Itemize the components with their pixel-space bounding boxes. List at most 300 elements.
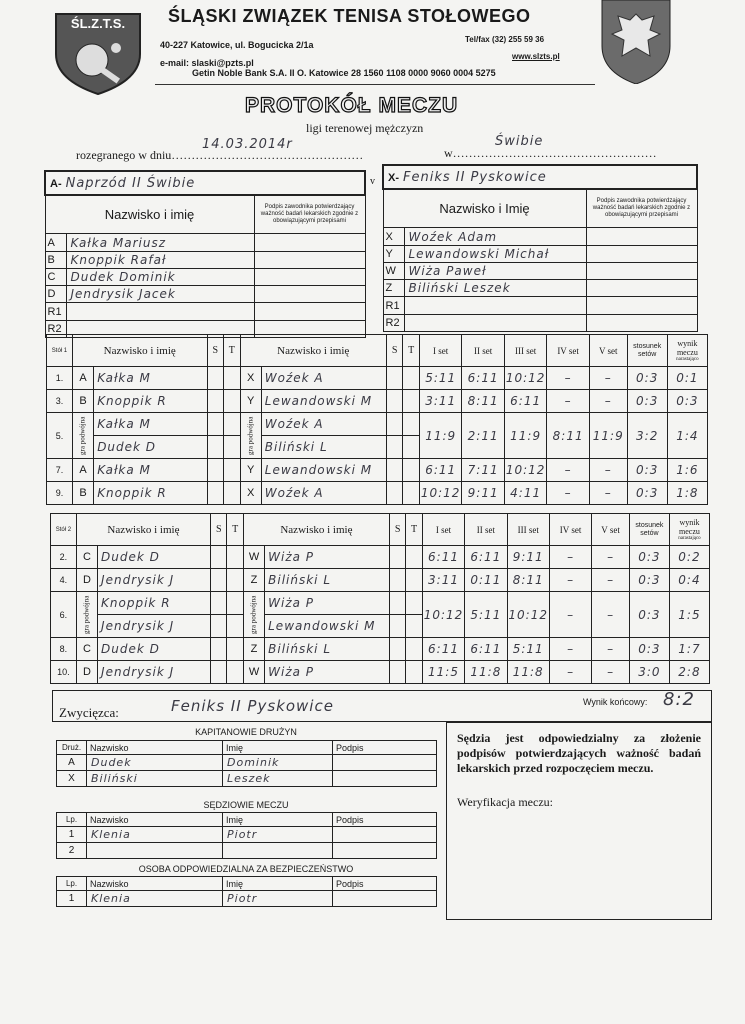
match-number: 10. (51, 661, 77, 684)
away-s-cell (389, 569, 405, 592)
player-name (404, 297, 586, 314)
home-t-cell (227, 569, 243, 592)
col-first-header: Lp. (57, 877, 87, 891)
player-code: X (383, 228, 404, 245)
set-score: 11:9 (589, 413, 627, 459)
small-table-row (57, 827, 437, 843)
row-first: X (57, 771, 87, 787)
home-player: Knoppik R (94, 390, 207, 413)
away-t-cell (403, 459, 420, 482)
set-ratio: 0:3 (627, 390, 667, 413)
col-sign-header: Podpis (333, 741, 437, 755)
away-player: Woźek A (261, 367, 386, 390)
team-a-box (44, 170, 366, 338)
match-number: 1. (47, 367, 73, 390)
away-s-cell (386, 459, 403, 482)
home-name-header: Nazwisko i imię (76, 514, 210, 546)
row-surname (87, 843, 223, 859)
set4-header: IV set (547, 335, 589, 367)
match-row (51, 638, 710, 661)
judges-title: SĘDZIOWIE MECZU (203, 800, 289, 810)
home-s-cell (207, 459, 224, 482)
versus-label: v (370, 176, 375, 187)
row-name: Leszek (223, 771, 333, 787)
player-signature (586, 297, 697, 314)
set-score: – (589, 459, 627, 482)
home-t-cell (227, 638, 243, 661)
logo-text: ŚL.Z.T.S. (70, 16, 126, 31)
away-t-cell (406, 569, 422, 592)
player-code: D (45, 286, 66, 303)
result-header-text: wynik meczu (676, 338, 698, 357)
in-label: w (444, 146, 453, 160)
roster-row (383, 297, 697, 314)
small-table-row (57, 843, 437, 859)
match-result: 0:1 (667, 367, 707, 390)
home-code: D (76, 661, 97, 684)
team-x-box (382, 164, 698, 332)
row-signature (333, 827, 437, 843)
set-ratio: 0:3 (627, 367, 667, 390)
home-player: Dudek D (98, 546, 211, 569)
results-table-1 (46, 334, 708, 505)
set-score: 5:11 (419, 367, 461, 390)
set3-header: III set (504, 335, 546, 367)
home-t-cell (224, 436, 241, 459)
team-x-label: X- (388, 172, 399, 185)
player-name: Woźek Adam (404, 228, 586, 245)
home-player: Dudek D (98, 638, 211, 661)
home-t-cell (227, 661, 243, 684)
org-email[interactable]: e-mail: slaski@pzts.pl (160, 58, 254, 68)
player-name: Wiża Paweł (404, 262, 586, 279)
set-score: – (589, 482, 627, 505)
league-subtitle: ligi terenowej mężczyzn (306, 121, 424, 135)
home-name-header: Nazwisko i imię (72, 335, 207, 367)
row-name: Dominik (223, 755, 333, 771)
set-score: 11:8 (507, 661, 549, 684)
home-player: Knoppik R (94, 482, 207, 505)
away-player: Biliński L (265, 569, 390, 592)
roster-row (45, 303, 365, 320)
protocol-title: PROTOKÓŁ MECZU (245, 94, 459, 117)
row-first: 2 (57, 843, 87, 859)
col-surname-header: Nazwisko (87, 877, 223, 891)
set-score: 9:11 (462, 482, 504, 505)
pzts-logo (52, 10, 144, 96)
away-player: Biliński L (261, 436, 386, 459)
set-score: 10:12 (422, 592, 464, 638)
home-player: Jendrysik J (98, 661, 211, 684)
home-t-cell (224, 459, 241, 482)
match-row (47, 459, 708, 482)
set-ratio: 0:3 (627, 459, 667, 482)
set-score: 6:11 (422, 638, 464, 661)
played-label: rozegranego w dniu………………………………………… (76, 148, 364, 162)
match-number: 7. (47, 459, 73, 482)
set-score: 8:11 (462, 390, 504, 413)
referee-note: Sędzia jest odpowiedzialny za złożenie podpisów potwierdzających ważność badań lekarskich przed rozpoczęciem meczu. (457, 731, 701, 775)
away-s-cell (389, 546, 405, 569)
match-result: 2:8 (669, 661, 709, 684)
winner-value: Feniks II Pyskowice (171, 697, 334, 715)
roster-row (383, 262, 697, 279)
team-x-header (383, 165, 697, 189)
row-name: Piotr (223, 827, 333, 843)
player-signature (586, 228, 697, 245)
set-score: 11:9 (419, 413, 461, 459)
away-code: Y (240, 390, 261, 413)
final-score-value: 8:2 (663, 689, 695, 710)
away-player: Lewandowski M (261, 390, 386, 413)
row-signature (333, 755, 437, 771)
set-score: – (549, 661, 591, 684)
team-x-roster (383, 228, 697, 332)
away-s-cell (389, 661, 405, 684)
match-number: 4. (51, 569, 77, 592)
home-s-header: S (211, 514, 227, 546)
player-signature (586, 262, 697, 279)
team-x-sign-header: Podpis zawodnika potwierdzający ważność badań lekarskich zgodnie z obowiązującymi przepisami (586, 189, 697, 228)
match-result: 1:7 (669, 638, 709, 661)
player-code: Z (383, 280, 404, 297)
player-signature (254, 251, 365, 268)
set-score: 11:8 (465, 661, 507, 684)
doubles-marker: gra podwójna (243, 592, 264, 638)
set1-header: I set (422, 514, 464, 546)
org-website[interactable]: www.slzts.pl (512, 52, 560, 61)
final-score-row (52, 690, 712, 722)
player-name: Lewandowski Michał (404, 245, 586, 262)
set-score: 9:11 (507, 546, 549, 569)
row-surname: Klenia (87, 827, 223, 843)
set-score: – (589, 390, 627, 413)
away-t-cell (406, 615, 422, 638)
result-header-sub: narastająco (678, 535, 701, 541)
place-label: w…………………………………………… (444, 146, 657, 160)
player-code: R1 (383, 297, 404, 314)
away-t-cell (403, 482, 420, 505)
home-s-cell (211, 546, 227, 569)
final-score-label: Wynik końcowy: (583, 697, 648, 707)
match-row (47, 367, 708, 390)
row-name (223, 843, 333, 859)
col-first-header: Lp. (57, 813, 87, 827)
org-name: ŚLĄSKI ZWIĄZEK TENISA STOŁOWEGO (168, 6, 531, 26)
home-t-cell (224, 413, 241, 436)
player-name: Biliński Leszek (404, 280, 586, 297)
match-row (47, 482, 708, 505)
set-score: 10:12 (419, 482, 461, 505)
referee-note-box (446, 722, 712, 920)
player-code: R2 (383, 314, 404, 331)
player-code: Y (383, 245, 404, 262)
safety-title: OSOBA ODPOWIEDZIALNA ZA BEZPIECZEŃSTWO (138, 864, 354, 874)
away-s-cell (386, 390, 403, 413)
set-score: – (592, 546, 630, 569)
set-score: 6:11 (465, 546, 507, 569)
player-signature (254, 303, 365, 320)
col-sign-header: Podpis (333, 877, 437, 891)
match-number: 3. (47, 390, 73, 413)
set-score: 11:5 (422, 661, 464, 684)
home-t-cell (224, 390, 241, 413)
player-code: W (383, 262, 404, 279)
col-sign-header: Podpis (333, 813, 437, 827)
home-t-cell (227, 615, 243, 638)
player-name: Kałka Mariusz (66, 234, 254, 251)
home-code: D (76, 569, 97, 592)
player-code: R1 (45, 303, 66, 320)
small-table-header (57, 877, 437, 891)
home-code: A (72, 367, 93, 390)
home-t-cell (224, 367, 241, 390)
set3-header: III set (507, 514, 549, 546)
match-row (51, 661, 710, 684)
set-score: 6:11 (465, 638, 507, 661)
roster-row (45, 268, 365, 285)
roster-row (383, 228, 697, 245)
home-player: Kałka M (94, 459, 207, 482)
result-header-sub: narastająco (676, 356, 699, 362)
team-a-roster (45, 234, 365, 338)
set-ratio: 3:2 (627, 413, 667, 459)
match-row (51, 546, 710, 569)
set2-header: II set (465, 514, 507, 546)
away-t-cell (406, 592, 422, 615)
set-score: 5:11 (507, 638, 549, 661)
played-label-text: rozegranego w dniu (76, 148, 172, 162)
set-score: – (549, 592, 591, 638)
set1-header: I set (419, 335, 461, 367)
home-t-cell (224, 482, 241, 505)
away-s-cell (386, 413, 403, 436)
away-code: Z (243, 638, 264, 661)
team-a-label: A- (50, 178, 62, 191)
team-a-name-header: Nazwisko i imię (45, 195, 254, 234)
set-score: – (549, 638, 591, 661)
small-table-row (57, 755, 437, 771)
player-name: Dudek Dominik (66, 268, 254, 285)
team-a-sign-header: Podpis zawodnika potwierdzający ważność badań lekarskich zgodnie z obowiązującymi przepisami (254, 195, 365, 234)
set-score: 10:12 (507, 592, 549, 638)
roster-row (383, 280, 697, 297)
player-code: C (45, 268, 66, 285)
home-t-cell (227, 546, 243, 569)
results-header-row (47, 335, 708, 367)
home-s-cell (211, 615, 227, 638)
player-code: A (45, 234, 66, 251)
home-t-header: T (224, 335, 241, 367)
small-table-header (57, 813, 437, 827)
set-score: – (547, 390, 589, 413)
away-code: Y (240, 459, 261, 482)
header-rule (155, 84, 595, 85)
col-surname-header: Nazwisko (87, 741, 223, 755)
set-score: – (547, 482, 589, 505)
home-code: C (76, 638, 97, 661)
match-result: 0:4 (669, 569, 709, 592)
org-telfax: Tel/fax (32) 255 59 36 (465, 35, 545, 44)
home-s-header: S (207, 335, 224, 367)
set-score: 10:12 (504, 367, 546, 390)
match-result: 0:2 (669, 546, 709, 569)
away-s-cell (386, 436, 403, 459)
safety-table (56, 876, 436, 907)
results-table-2 (50, 513, 710, 684)
col-first-header: Druż. (57, 741, 87, 755)
player-name: Jendrysik Jacek (66, 286, 254, 303)
match-row (47, 390, 708, 413)
row-surname: Biliński (87, 771, 223, 787)
player-code: R2 (45, 320, 66, 337)
small-table-header (57, 741, 437, 755)
ratio-header: stosunek setów (627, 335, 667, 367)
match-number: 6. (51, 592, 77, 638)
away-s-cell (389, 592, 405, 615)
set-score: – (592, 592, 630, 638)
player-signature (586, 245, 697, 262)
home-s-cell (211, 569, 227, 592)
player-signature (586, 314, 697, 331)
set-score: – (592, 638, 630, 661)
roster-row (383, 245, 697, 262)
set-score: 3:11 (419, 390, 461, 413)
home-t-header: T (227, 514, 243, 546)
set-score: – (592, 661, 630, 684)
away-s-cell (389, 615, 405, 638)
set-score: – (589, 367, 627, 390)
away-name-header: Nazwisko i imię (240, 335, 386, 367)
home-s-cell (211, 638, 227, 661)
org-address: 40-227 Katowice, ul. Bogucicka 2/1a (160, 40, 314, 50)
col-name-header: Imię (223, 813, 333, 827)
set-ratio: 3:0 (629, 661, 669, 684)
match-row (51, 592, 710, 615)
away-s-cell (389, 638, 405, 661)
set-score: 8:11 (507, 569, 549, 592)
set-ratio: 0:3 (629, 638, 669, 661)
roster-row (45, 251, 365, 268)
home-code: C (76, 546, 97, 569)
home-s-cell (207, 367, 224, 390)
home-s-cell (211, 661, 227, 684)
set-score: 6:11 (419, 459, 461, 482)
away-player: Woźek A (261, 413, 386, 436)
player-name (404, 314, 586, 331)
row-signature (333, 891, 437, 907)
set-score: 6:11 (504, 390, 546, 413)
match-row (47, 413, 708, 436)
player-signature (254, 234, 365, 251)
col-name-header: Imię (223, 741, 333, 755)
player-code: B (45, 251, 66, 268)
results-header-row (51, 514, 710, 546)
player-signature (254, 286, 365, 303)
set-ratio: 0:3 (629, 569, 669, 592)
away-player: Woźek A (261, 482, 386, 505)
home-s-cell (211, 592, 227, 615)
set-score: 7:11 (462, 459, 504, 482)
away-t-cell (403, 367, 420, 390)
doubles-marker: gra podwójna (76, 592, 97, 638)
match-result: 1:8 (667, 482, 707, 505)
away-code: X (240, 367, 261, 390)
match-number: 8. (51, 638, 77, 661)
doubles-marker: gra podwójna (72, 413, 93, 459)
away-t-cell (406, 546, 422, 569)
set-score: – (549, 546, 591, 569)
row-surname: Dudek (87, 755, 223, 771)
player-signature (586, 280, 697, 297)
away-player: Wiża P (265, 661, 390, 684)
set-score: 6:11 (422, 546, 464, 569)
home-code: A (72, 459, 93, 482)
home-s-cell (207, 413, 224, 436)
team-x-name-header: Nazwisko i Imię (383, 189, 586, 228)
result-header-text: wynik meczu (679, 517, 700, 536)
table-number-header: Stół 1 (47, 335, 73, 367)
row-signature (333, 843, 437, 859)
small-table-row (57, 771, 437, 787)
away-t-cell (403, 413, 420, 436)
team-a-name: Naprzód II Świbie (65, 176, 196, 192)
roster-row (383, 314, 697, 331)
set-score: 2:11 (462, 413, 504, 459)
result-header (667, 335, 707, 367)
away-t-cell (403, 436, 420, 459)
set-score: 3:11 (422, 569, 464, 592)
set-score: 10:12 (504, 459, 546, 482)
set-score: – (549, 569, 591, 592)
result-header (669, 514, 709, 546)
away-t-cell (406, 661, 422, 684)
set-score: 8:11 (547, 413, 589, 459)
captains-title: KAPITANOWIE DRUŻYN (195, 727, 297, 737)
away-s-header: S (386, 335, 403, 367)
away-t-cell (403, 390, 420, 413)
home-player: Knoppik R (98, 592, 211, 615)
verification-label: Weryfikacja meczu: (457, 795, 553, 809)
set5-header: V set (589, 335, 627, 367)
row-signature (333, 771, 437, 787)
away-player: Biliński L (265, 638, 390, 661)
set-score: 0:11 (465, 569, 507, 592)
set-score: 6:11 (462, 367, 504, 390)
player-name: Knoppik Rafał (66, 251, 254, 268)
match-number: 2. (51, 546, 77, 569)
away-name-header: Nazwisko i imię (243, 514, 389, 546)
away-code: X (240, 482, 261, 505)
player-name (66, 303, 254, 320)
home-player: Kałka M (94, 367, 207, 390)
match-number: 5. (47, 413, 73, 459)
team-a-header (45, 171, 365, 195)
set-score: – (592, 569, 630, 592)
away-player: Wiża P (265, 546, 390, 569)
match-place: Świbie (495, 134, 544, 149)
row-first: 1 (57, 891, 87, 907)
home-s-cell (207, 390, 224, 413)
captains-table (56, 740, 436, 787)
home-t-cell (227, 592, 243, 615)
bank-account: Getin Noble Bank S.A. II O. Katowice 28 1560 1108 0000 9060 0004 5275 (192, 68, 496, 78)
set-score: 4:11 (504, 482, 546, 505)
table-number-header: Stół 2 (51, 514, 77, 546)
set2-header: II set (462, 335, 504, 367)
match-result: 0:3 (667, 390, 707, 413)
set-ratio: 0:3 (629, 546, 669, 569)
